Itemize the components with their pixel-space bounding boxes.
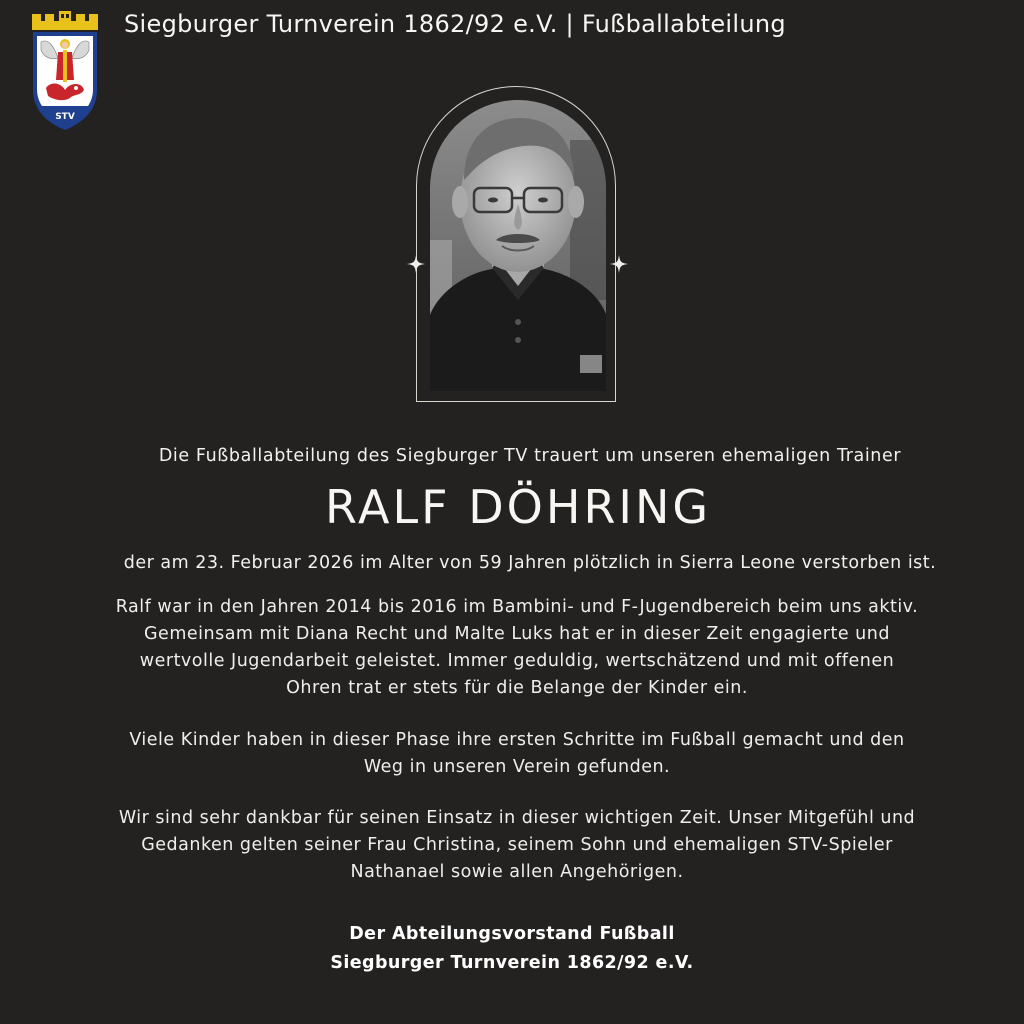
paragraph-line: Wir sind sehr dankbar für seinen Einsatz in dieser wichtigen Zeit. Unser Mitgefühl und — [118, 808, 916, 828]
paragraph-line: Weg in unseren Verein gefunden. — [363, 757, 671, 777]
date-line: der am 23. Februar 2026 im Alter von 59 Jahren plötzlich in Sierra Leone verstorben ist. — [123, 553, 937, 573]
sparkle-icon — [407, 255, 425, 273]
paragraph-condolences — [0, 805, 1024, 886]
club-crest-logo — [28, 10, 102, 134]
signature-line: Siegburger Turnverein 1862/92 e.V. — [330, 953, 694, 973]
signature-line: Der Abteilungsvorstand Fußball — [349, 924, 675, 944]
intro-text: Die Fußballabteilung des Siegburger TV trauert um unseren ehemaligen Trainer — [158, 446, 902, 466]
signature — [0, 920, 1024, 978]
deceased-name: RALF DÖHRING — [324, 480, 712, 534]
person-portrait-icon — [430, 100, 606, 391]
paragraph-line: Nathanael sowie allen Angehörigen. — [350, 862, 684, 882]
paragraph-line: Gemeinsam mit Diana Recht und Malte Luks hat er in dieser Zeit engagierte und — [144, 624, 890, 644]
paragraph-activity — [0, 594, 1024, 702]
sparkle-icon — [610, 255, 628, 273]
paragraph-line: Gedanken gelten seiner Frau Christina, seinem Sohn und ehemaligen STV-Spieler — [141, 835, 893, 855]
paragraph-line: Ohren trat er stets für die Belange der Kinder ein. — [286, 678, 748, 698]
paragraph-line: wertvolle Jugendarbeit geleistet. Immer geduldig, wertschätzend und mit offenen — [139, 651, 895, 671]
portrait-photo — [430, 100, 606, 391]
header-title: Siegburger Turnverein 1862/92 e.V. | Fußballabteilung — [124, 10, 786, 38]
paragraph-children — [0, 727, 1024, 781]
paragraph-line: Ralf war in den Jahren 2014 bis 2016 im Bambini- und F-Jugendbereich beim uns aktiv. — [115, 597, 919, 617]
paragraph-line: Viele Kinder haben in dieser Phase ihre ersten Schritte im Fußball gemacht und den — [129, 730, 905, 750]
crest-text: STV — [55, 112, 75, 122]
